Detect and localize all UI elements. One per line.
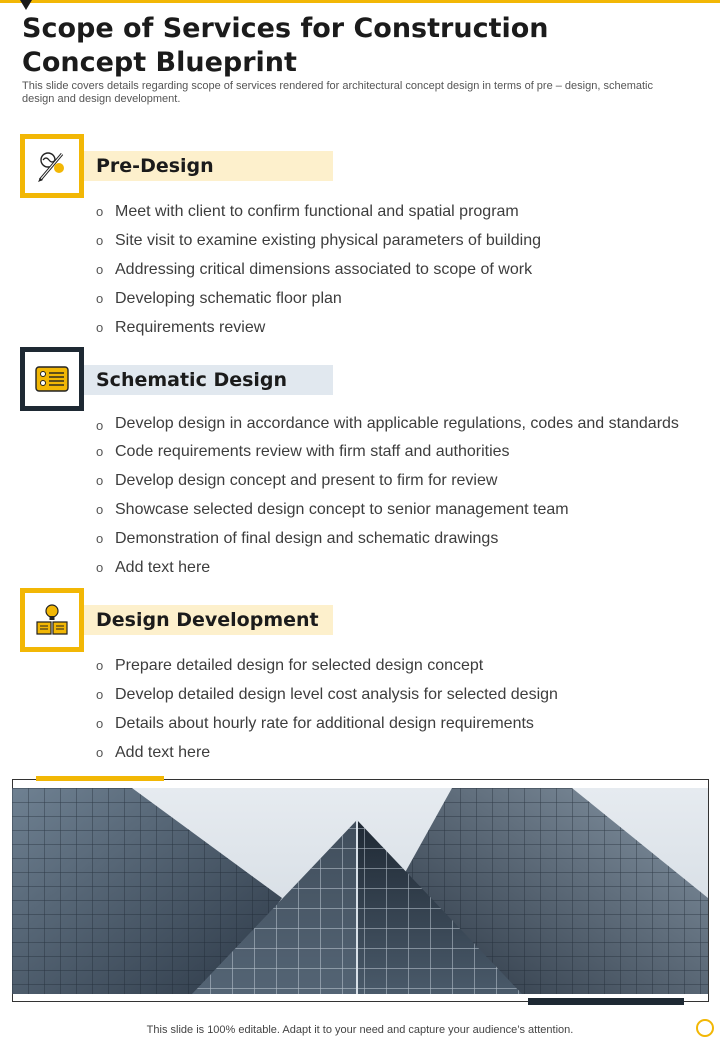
list-item-text: Addressing critical dimensions associated to scope of work (115, 261, 533, 278)
list-item-text: Site visit to examine existing physical parameters of building (115, 232, 541, 249)
list-item-text: Developing schematic floor plan (115, 290, 342, 307)
list-item-text: Demonstration of final design and schematic drawings (115, 530, 499, 547)
list-item (96, 437, 679, 466)
bullet-icon: o (96, 658, 104, 673)
title-line-2: Concept Blueprint (22, 47, 297, 78)
bullet-icon: o (96, 291, 104, 306)
bullet-icon: o (96, 233, 104, 248)
bullet-icon: o (96, 687, 104, 702)
list-item-text: Add text here (115, 559, 211, 576)
list-item-text: Requirements review (115, 319, 266, 336)
schematic-design-list (96, 411, 679, 582)
bullet-icon: o (96, 204, 104, 219)
list-item (96, 197, 541, 226)
top-accent-line (0, 0, 720, 3)
list-item (96, 411, 679, 437)
list-item-text: Develop detailed design level cost analysis for selected design (115, 686, 558, 703)
bullet-icon: o (96, 418, 104, 433)
list-item-text: Details about hourly rate for additional design requirements (115, 715, 534, 732)
page-title (22, 12, 622, 80)
list-item (96, 495, 679, 524)
bullet-icon: o (96, 444, 104, 459)
bullet-icon: o (96, 531, 104, 546)
lightbulb-book-icon (34, 602, 70, 638)
pencil-brain-icon (34, 148, 70, 184)
list-item (96, 466, 679, 495)
list-item (96, 738, 558, 767)
list-item (96, 651, 558, 680)
list-item-text: Develop design in accordance with applicable regulations, codes and standards (115, 415, 679, 432)
list-item (96, 226, 541, 255)
photo-accent-yellow (36, 776, 164, 781)
design-development-heading-band (84, 605, 333, 635)
list-item (96, 709, 558, 738)
corner-circle-icon (696, 1019, 714, 1037)
bullet-icon: o (96, 473, 104, 488)
page-subtitle: This slide covers details regarding scope of services rendered for architectural concept design in terms of pre – design, schematic design and design development. (22, 80, 653, 105)
list-item (96, 553, 679, 582)
schematic-design-heading-band (84, 365, 333, 395)
list-item-text: Meet with client to confirm functional and spatial program (115, 203, 519, 220)
bullet-icon: o (96, 320, 104, 335)
list-item (96, 313, 541, 342)
list-item-text: Code requirements review with firm staff and authorities (115, 443, 510, 460)
list-item (96, 284, 541, 313)
pre-design-icon-box (20, 134, 84, 198)
pre-design-heading-band (84, 151, 333, 181)
list-item (96, 680, 558, 709)
skyscraper-image (12, 788, 708, 994)
pre-design-heading: Pre-Design (96, 155, 214, 177)
list-item-text: Develop design concept and present to firm for review (115, 472, 498, 489)
title-line-1: Scope of Services for Construction (22, 13, 549, 44)
photo-accent-dark (528, 998, 684, 1005)
footer-note: This slide is 100% editable. Adapt it to your need and capture your audience’s attention. (146, 1024, 574, 1036)
design-development-list (96, 651, 558, 767)
bullet-icon: o (96, 716, 104, 731)
bullet-icon: o (96, 560, 104, 575)
list-item-text: Showcase selected design concept to senior management team (115, 501, 569, 518)
building-photo (12, 788, 708, 994)
schematic-design-icon-box (20, 347, 84, 411)
pre-design-list (96, 197, 541, 342)
schematic-design-heading: Schematic Design (96, 369, 288, 391)
design-development-heading: Design Development (96, 609, 319, 631)
top-marker-triangle (20, 0, 32, 10)
blueprint-list-icon (34, 364, 70, 394)
design-development-icon-box (20, 588, 84, 652)
list-item (96, 255, 541, 284)
list-item-text: Add text here (115, 744, 211, 761)
list-item (96, 524, 679, 553)
list-item-text: Prepare detailed design for selected design concept (115, 657, 484, 674)
bullet-icon: o (96, 745, 104, 760)
bullet-icon: o (96, 262, 104, 277)
bullet-icon: o (96, 502, 104, 517)
